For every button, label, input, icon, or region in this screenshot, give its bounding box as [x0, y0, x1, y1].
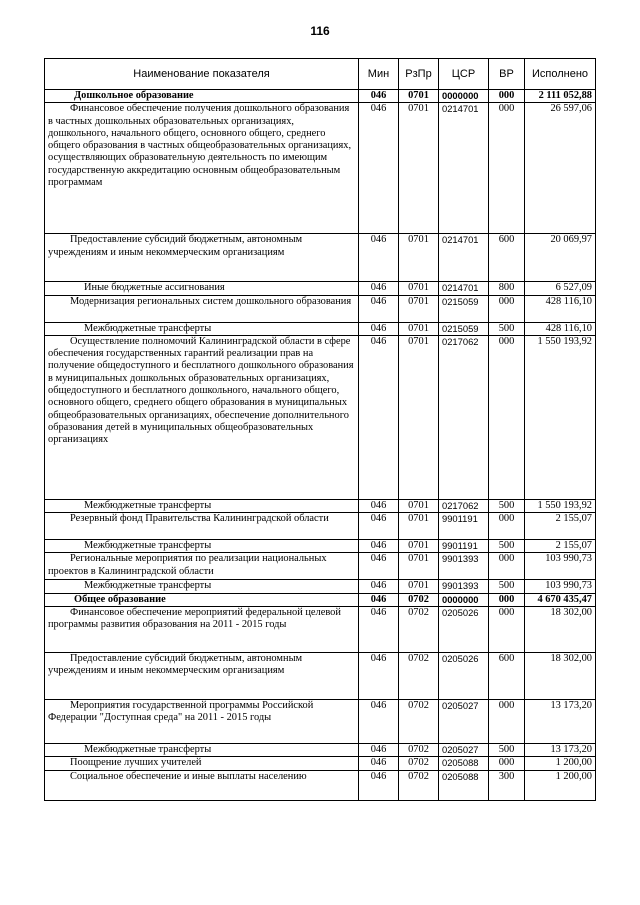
row-executed: 6 527,09	[525, 282, 596, 295]
row-rzpr: 0702	[399, 744, 439, 757]
row-name	[45, 322, 359, 335]
row-executed: 2 111 052,88	[525, 90, 596, 103]
column-header-csr: ЦСР	[439, 59, 489, 90]
row-vr: 000	[489, 335, 525, 499]
row-min: 046	[359, 282, 399, 295]
row-csr: 9901393	[439, 553, 489, 580]
row-min: 046	[359, 607, 399, 653]
table-row	[45, 653, 596, 700]
row-rzpr: 0701	[399, 234, 439, 282]
row-name	[45, 593, 359, 606]
row-rzpr: 0702	[399, 593, 439, 606]
row-csr: 0214701	[439, 282, 489, 295]
row-executed: 428 116,10	[525, 322, 596, 335]
row-csr: 0000000	[439, 593, 489, 606]
row-name-text: Модернизация региональных систем дошкольного образования	[70, 295, 352, 307]
row-csr: 0215059	[439, 295, 489, 322]
table-row	[45, 744, 596, 757]
row-name-text: Осуществление полномочий Калининградской области в сфере обеспечения государственных гарантий реализации прав на получение общедоступного и бесплатного дошкольного образования в муниципальных дошкольных образовательных организациях, общедоступного и бесплатного дошкольного, начального общего, основного общего, среднего общего образования в муниципальных общеобразовательных организациях, обеспечение дополнительного образования детей в муниципальных общеобразовательных организациях	[48, 335, 354, 446]
row-rzpr: 0701	[399, 580, 439, 593]
row-min: 046	[359, 653, 399, 700]
column-header-name: Наименование показателя	[45, 59, 359, 90]
row-name	[45, 770, 359, 800]
row-name-text: Межбюджетные трансферты	[84, 322, 212, 334]
row-executed: 2 155,07	[525, 540, 596, 553]
row-csr: 0217062	[439, 335, 489, 499]
row-name-text: Мероприятия государственной программы Российской Федерации "Доступная среда" на 2011 - 2015 годы	[48, 700, 314, 724]
table-row	[45, 234, 596, 282]
row-name-text: Резервный фонд Правительства Калининградской области	[70, 513, 329, 525]
column-header-vr: ВР	[489, 59, 525, 90]
row-rzpr: 0702	[399, 653, 439, 700]
row-csr: 0215059	[439, 322, 489, 335]
row-csr: 0214701	[439, 103, 489, 234]
row-vr: 500	[489, 744, 525, 757]
row-vr: 000	[489, 513, 525, 540]
row-name	[45, 234, 359, 282]
row-name	[45, 580, 359, 593]
row-name	[45, 335, 359, 499]
row-min: 046	[359, 553, 399, 580]
row-min: 046	[359, 593, 399, 606]
row-name	[45, 757, 359, 770]
row-name	[45, 499, 359, 512]
row-executed: 18 302,00	[525, 607, 596, 653]
row-name	[45, 540, 359, 553]
table-row	[45, 499, 596, 512]
row-csr: 0000000	[439, 90, 489, 103]
row-executed: 1 550 193,92	[525, 335, 596, 499]
row-name-text: Межбюджетные трансферты	[84, 580, 212, 592]
row-min: 046	[359, 499, 399, 512]
row-executed: 103 990,73	[525, 553, 596, 580]
row-csr: 0205027	[439, 700, 489, 744]
table-body	[45, 90, 596, 801]
row-executed: 1 200,00	[525, 757, 596, 770]
row-min: 046	[359, 757, 399, 770]
row-name-text: Социальное обеспечение и иные выплаты населению	[70, 770, 307, 782]
row-vr: 500	[489, 499, 525, 512]
row-name	[45, 553, 359, 580]
row-csr: 0205088	[439, 757, 489, 770]
row-vr: 000	[489, 295, 525, 322]
row-name	[45, 744, 359, 757]
table-row	[45, 770, 596, 800]
row-min: 046	[359, 744, 399, 757]
row-vr: 500	[489, 580, 525, 593]
row-vr: 600	[489, 653, 525, 700]
row-csr: 9901191	[439, 540, 489, 553]
row-name-text: Иные бюджетные ассигнования	[84, 282, 225, 294]
row-csr: 0214701	[439, 234, 489, 282]
row-min: 046	[359, 90, 399, 103]
row-name-text: Финансовое обеспечение мероприятий федеральной целевой программы развития образования на 2011 - 2015 годы	[48, 607, 341, 631]
row-name-text: Финансовое обеспечение получения дошкольного образования в частных дошкольных образовательных организациях, дошкольного, начального общего, основного общего, среднего общего образования в частных общеобразовательных организациях, осуществляющих образовательную деятельность по имеющим государственную аккредитацию основным общеобразовательным программам	[48, 103, 352, 189]
row-min: 046	[359, 234, 399, 282]
row-rzpr: 0702	[399, 757, 439, 770]
row-vr: 000	[489, 700, 525, 744]
row-rzpr: 0702	[399, 700, 439, 744]
row-name-text: Общее образование	[74, 593, 166, 605]
row-rzpr: 0701	[399, 499, 439, 512]
table-row	[45, 607, 596, 653]
page-number: 116	[310, 24, 330, 38]
row-vr: 000	[489, 607, 525, 653]
table-row	[45, 322, 596, 335]
row-min: 046	[359, 540, 399, 553]
row-min: 046	[359, 322, 399, 335]
row-executed: 428 116,10	[525, 295, 596, 322]
row-rzpr: 0702	[399, 770, 439, 800]
row-executed: 13 173,20	[525, 700, 596, 744]
row-vr: 000	[489, 90, 525, 103]
table-row	[45, 513, 596, 540]
row-csr: 0217062	[439, 499, 489, 512]
table-row	[45, 593, 596, 606]
table-row	[45, 757, 596, 770]
table-row	[45, 335, 596, 499]
row-rzpr: 0701	[399, 513, 439, 540]
row-rzpr: 0701	[399, 295, 439, 322]
table-row	[45, 295, 596, 322]
row-name-text: Межбюджетные трансферты	[84, 744, 212, 756]
row-name-text: Межбюджетные трансферты	[84, 540, 212, 552]
row-name-text: Региональные мероприятия по реализации национальных проектов в Калининградской области	[48, 553, 327, 577]
row-rzpr: 0702	[399, 607, 439, 653]
column-header-rzpr: РзПр	[399, 59, 439, 90]
table-row	[45, 580, 596, 593]
column-header-min: Мин	[359, 59, 399, 90]
row-rzpr: 0701	[399, 540, 439, 553]
table-row	[45, 282, 596, 295]
row-executed: 1 550 193,92	[525, 499, 596, 512]
budget-execution-table	[44, 58, 596, 801]
row-name-text: Межбюджетные трансферты	[84, 499, 212, 511]
row-min: 046	[359, 335, 399, 499]
row-min: 046	[359, 770, 399, 800]
table-header-row	[45, 59, 596, 90]
row-executed: 1 200,00	[525, 770, 596, 800]
table-row	[45, 90, 596, 103]
row-executed: 13 173,20	[525, 744, 596, 757]
row-executed: 20 069,97	[525, 234, 596, 282]
row-name	[45, 607, 359, 653]
row-rzpr: 0701	[399, 90, 439, 103]
row-rzpr: 0701	[399, 322, 439, 335]
row-name-text: Предоставление субсидий бюджетным, автономным учреждениям и иным некоммерческим организациям	[48, 653, 303, 677]
row-vr: 600	[489, 234, 525, 282]
row-vr: 000	[489, 553, 525, 580]
row-executed: 2 155,07	[525, 513, 596, 540]
row-name	[45, 700, 359, 744]
table-row	[45, 540, 596, 553]
row-vr: 800	[489, 282, 525, 295]
row-vr: 300	[489, 770, 525, 800]
row-name	[45, 103, 359, 234]
row-rzpr: 0701	[399, 103, 439, 234]
row-csr: 0205088	[439, 770, 489, 800]
row-min: 046	[359, 103, 399, 234]
row-name	[45, 653, 359, 700]
row-executed: 26 597,06	[525, 103, 596, 234]
table-row	[45, 103, 596, 234]
row-vr: 000	[489, 593, 525, 606]
row-executed: 18 302,00	[525, 653, 596, 700]
row-csr: 0205026	[439, 607, 489, 653]
row-csr: 0205027	[439, 744, 489, 757]
row-rzpr: 0701	[399, 335, 439, 499]
row-rzpr: 0701	[399, 282, 439, 295]
row-vr: 500	[489, 322, 525, 335]
row-vr: 000	[489, 757, 525, 770]
row-min: 046	[359, 513, 399, 540]
row-min: 046	[359, 580, 399, 593]
row-vr: 500	[489, 540, 525, 553]
column-header-executed: Исполнено	[525, 59, 596, 90]
row-name-text: Поощрение лучших учителей	[70, 757, 202, 769]
row-name-text: Дошкольное образование	[74, 90, 194, 101]
row-min: 046	[359, 295, 399, 322]
table-row	[45, 700, 596, 744]
row-rzpr: 0701	[399, 553, 439, 580]
row-name	[45, 295, 359, 322]
row-min: 046	[359, 700, 399, 744]
row-name	[45, 90, 359, 103]
row-executed: 4 670 435,47	[525, 593, 596, 606]
row-name-text: Предоставление субсидий бюджетным, автономным учреждениям и иным некоммерческим организациям	[48, 234, 303, 258]
row-name	[45, 282, 359, 295]
row-vr: 000	[489, 103, 525, 234]
row-csr: 0205026	[439, 653, 489, 700]
row-name	[45, 513, 359, 540]
row-executed: 103 990,73	[525, 580, 596, 593]
table-row	[45, 553, 596, 580]
row-csr: 9901191	[439, 513, 489, 540]
row-csr: 9901393	[439, 580, 489, 593]
